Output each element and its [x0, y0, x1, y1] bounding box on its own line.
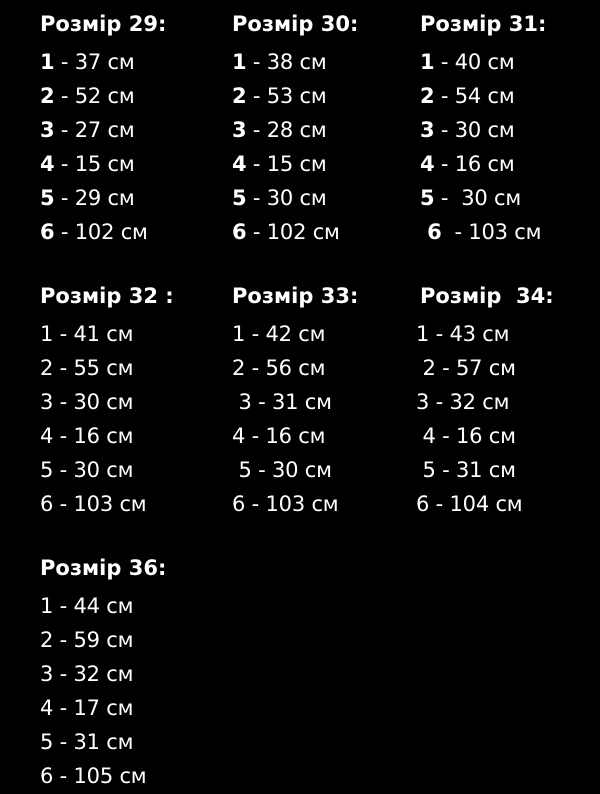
- row-number: 6: [420, 220, 442, 244]
- size-title: Розмір 36:: [40, 556, 167, 580]
- size-row: [40, 113, 166, 147]
- size-row: [40, 385, 174, 419]
- row-number: 3: [40, 118, 55, 142]
- row-number: 6: [40, 492, 54, 516]
- row-value: - 55 см: [53, 356, 134, 380]
- size-block-33: [232, 284, 358, 521]
- row-value: - 59 см: [53, 628, 134, 652]
- size-row: [416, 487, 554, 521]
- size-row: [232, 487, 358, 521]
- row-number: 3: [40, 662, 54, 686]
- size-row: [232, 419, 358, 453]
- row-value: - 57 см: [435, 356, 516, 380]
- row-number: 3: [232, 118, 247, 142]
- size-row: [232, 45, 358, 79]
- row-value: - 31 см: [53, 730, 134, 754]
- size-row: [40, 79, 166, 113]
- size-block-29: [40, 12, 166, 249]
- size-row: [232, 215, 358, 249]
- size-row: [40, 453, 174, 487]
- size-row: [420, 45, 546, 79]
- row-value: - 30 см: [251, 458, 332, 482]
- size-row: [40, 691, 166, 725]
- size-row: [416, 351, 554, 385]
- row-number: 1: [232, 50, 247, 74]
- row-value: - 53 см: [246, 84, 327, 108]
- row-number: 2: [232, 356, 246, 380]
- size-row: [420, 147, 546, 181]
- row-value: - 30 см: [434, 186, 522, 210]
- size-row: [232, 385, 358, 419]
- row-value: - 103 см: [53, 492, 147, 516]
- row-value: - 16 см: [245, 424, 326, 448]
- row-number: 3: [420, 118, 435, 142]
- row-number: 1: [232, 322, 246, 346]
- row-value: - 15 см: [246, 152, 327, 176]
- row-number: 1: [40, 594, 54, 618]
- size-row: [232, 181, 358, 215]
- row-value: - 29 см: [54, 186, 135, 210]
- size-row: [416, 453, 554, 487]
- size-row: [416, 419, 554, 453]
- size-row: [232, 453, 358, 487]
- size-row: [232, 147, 358, 181]
- row-number: 1: [40, 50, 55, 74]
- row-number: 5: [416, 458, 436, 482]
- size-row: [40, 419, 174, 453]
- row-number: 2: [232, 84, 247, 108]
- row-number: 1: [420, 50, 435, 74]
- size-row: [40, 181, 166, 215]
- size-row: [40, 487, 174, 521]
- row-number: 4: [416, 424, 436, 448]
- row-value: - 37 см: [54, 50, 135, 74]
- size-row: [232, 113, 358, 147]
- size-row: [40, 317, 174, 351]
- row-number: 4: [40, 152, 55, 176]
- row-value: - 52 см: [54, 84, 135, 108]
- row-value: - 102 см: [54, 220, 148, 244]
- size-row: [420, 113, 546, 147]
- size-row: [40, 657, 166, 691]
- row-number: 1: [416, 322, 430, 346]
- row-number: 4: [420, 152, 435, 176]
- row-value: - 30 см: [246, 186, 327, 210]
- row-value: - 102 см: [246, 220, 340, 244]
- row-number: 3: [416, 390, 430, 414]
- row-value: - 27 см: [54, 118, 135, 142]
- row-value: - 54 см: [434, 84, 515, 108]
- row-number: 2: [40, 628, 54, 652]
- row-value: - 17 см: [53, 696, 134, 720]
- size-title: Розмір 30:: [232, 12, 359, 36]
- row-number: 4: [40, 696, 54, 720]
- row-value: - 42 см: [245, 322, 326, 346]
- row-value: - 30 см: [53, 390, 134, 414]
- size-row: [416, 385, 554, 419]
- row-value: - 104 см: [429, 492, 523, 516]
- row-number: 3: [40, 390, 54, 414]
- row-number: 5: [420, 186, 435, 210]
- size-row: [40, 589, 166, 623]
- row-number: 6: [232, 220, 247, 244]
- row-number: 6: [416, 492, 430, 516]
- row-number: 2: [40, 84, 55, 108]
- size-row: [420, 215, 546, 249]
- row-number: 5: [232, 458, 252, 482]
- size-row: [416, 317, 554, 351]
- size-row: [232, 351, 358, 385]
- row-value: - 43 см: [429, 322, 510, 346]
- row-value: - 30 см: [434, 118, 515, 142]
- row-value: - 16 см: [435, 424, 516, 448]
- row-number: 1: [40, 322, 54, 346]
- size-block-36: [40, 556, 166, 793]
- size-title: Розмір 34:: [420, 284, 554, 308]
- row-number: 5: [232, 186, 247, 210]
- size-row: [420, 79, 546, 113]
- row-number: 4: [40, 424, 54, 448]
- row-value: - 31 см: [251, 390, 332, 414]
- row-value: - 31 см: [435, 458, 516, 482]
- size-row: [40, 623, 166, 657]
- size-row: [40, 215, 166, 249]
- row-value: - 103 см: [441, 220, 542, 244]
- row-number: 2: [40, 356, 54, 380]
- size-row: [232, 79, 358, 113]
- row-value: - 56 см: [245, 356, 326, 380]
- row-number: 5: [40, 730, 54, 754]
- row-number: 6: [232, 492, 246, 516]
- size-block-32: [40, 284, 174, 521]
- size-row: [40, 45, 166, 79]
- size-block-30: [232, 12, 358, 249]
- row-number: 4: [232, 152, 247, 176]
- row-number: 2: [416, 356, 436, 380]
- row-value: - 103 см: [245, 492, 339, 516]
- row-number: 2: [420, 84, 435, 108]
- row-value: - 44 см: [53, 594, 134, 618]
- row-value: - 41 см: [53, 322, 134, 346]
- size-title: Розмір 29:: [40, 12, 167, 36]
- row-value: - 32 см: [429, 390, 510, 414]
- row-value: - 16 см: [434, 152, 515, 176]
- row-value: - 105 см: [53, 764, 147, 788]
- row-number: 3: [232, 390, 252, 414]
- row-number: 5: [40, 458, 54, 482]
- size-block-31: [420, 12, 546, 249]
- row-value: - 30 см: [53, 458, 134, 482]
- row-number: 6: [40, 764, 54, 788]
- size-row: [40, 725, 166, 759]
- row-number: 6: [40, 220, 55, 244]
- row-value: - 38 см: [246, 50, 327, 74]
- size-title: Розмір 33:: [232, 284, 359, 308]
- row-value: - 32 см: [53, 662, 134, 686]
- size-title: Розмір 32 :: [40, 284, 174, 308]
- size-row: [420, 181, 546, 215]
- row-value: - 40 см: [434, 50, 515, 74]
- row-value: - 15 см: [54, 152, 135, 176]
- row-number: 4: [232, 424, 246, 448]
- row-number: 5: [40, 186, 55, 210]
- size-row: [40, 147, 166, 181]
- size-row: [40, 351, 174, 385]
- row-value: - 16 см: [53, 424, 134, 448]
- size-row: [232, 317, 358, 351]
- size-row: [40, 759, 166, 793]
- size-block-34: [416, 284, 554, 521]
- size-title: Розмір 31:: [420, 12, 547, 36]
- row-value: - 28 см: [246, 118, 327, 142]
